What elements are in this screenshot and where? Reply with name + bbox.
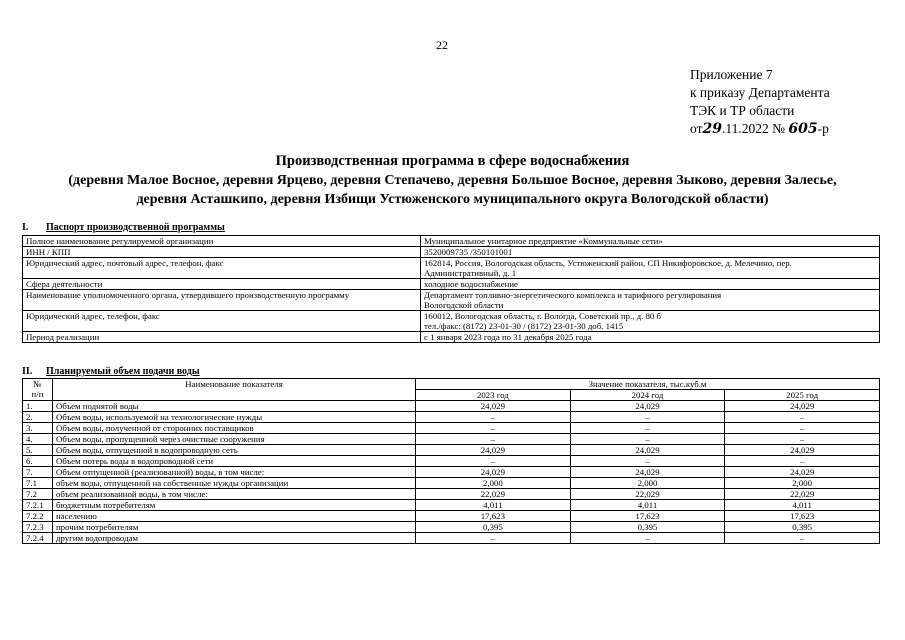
volume-row-name: объем реализованной воды, в том числе: bbox=[52, 489, 415, 500]
volume-value-2023: 17,623 bbox=[416, 511, 571, 522]
appendix-block bbox=[690, 66, 830, 138]
appendix-line-1: Приложение 7 bbox=[690, 67, 773, 82]
passport-value-line-1: 160012, Вологодская область, г. Вологда, Советский пр., д. 80 б bbox=[424, 311, 662, 321]
volume-value-2024: 24,029 bbox=[570, 401, 725, 412]
title-line-1: Производственная программа в сфере водоснабжения bbox=[275, 153, 630, 169]
appendix-line-2: к приказу Департамента bbox=[690, 85, 830, 100]
passport-row bbox=[23, 311, 880, 332]
volume-value-2023: – bbox=[416, 533, 571, 544]
volume-row bbox=[23, 456, 880, 467]
section-1-title: Паспорт производственной программы bbox=[46, 222, 225, 233]
volume-value-2023: 4,011 bbox=[416, 500, 571, 511]
volume-value-2024: 24,029 bbox=[570, 445, 725, 456]
header-value-group: Значение показателя, тыс.куб.м bbox=[416, 379, 880, 390]
volume-value-2024: 24,029 bbox=[570, 467, 725, 478]
volume-value-2023: 24,029 bbox=[416, 445, 571, 456]
header-year-2024: 2024 год bbox=[570, 390, 725, 401]
order-number-handwritten: 605 bbox=[788, 121, 818, 137]
passport-value bbox=[421, 247, 880, 258]
passport-row bbox=[23, 236, 880, 247]
volume-value-2023: – bbox=[416, 412, 571, 423]
passport-value-line-1: Муниципальное унитарное предприятие «Коммунальные сети» bbox=[424, 236, 663, 246]
volume-value-2025: – bbox=[725, 456, 880, 467]
volume-value-2025: 24,029 bbox=[725, 467, 880, 478]
passport-value bbox=[421, 332, 880, 343]
volume-row bbox=[23, 478, 880, 489]
volume-row-number: 7.2 bbox=[23, 489, 53, 500]
volume-value-2025: – bbox=[725, 533, 880, 544]
passport-value bbox=[421, 236, 880, 247]
volume-row bbox=[23, 467, 880, 478]
volume-row-number: 7.2.2 bbox=[23, 511, 53, 522]
passport-value bbox=[421, 279, 880, 290]
volume-row-name: другим водопроводам bbox=[52, 533, 415, 544]
passport-value-line-1: холодное водоснабжение bbox=[424, 279, 518, 289]
water-volume-table bbox=[22, 378, 880, 544]
volume-value-2024: 0,395 bbox=[570, 522, 725, 533]
volume-value-2024: 2,000 bbox=[570, 478, 725, 489]
volume-row bbox=[23, 500, 880, 511]
volume-row-name: Объем поднятой воды bbox=[52, 401, 415, 412]
volume-row bbox=[23, 445, 880, 456]
volume-value-2025: – bbox=[725, 434, 880, 445]
volume-row bbox=[23, 489, 880, 500]
passport-value bbox=[421, 290, 880, 311]
volume-row-name: Объем воды, отпущенной в водопроводную сеть bbox=[52, 445, 415, 456]
appendix-order-line bbox=[690, 120, 830, 138]
volume-row-number: 7. bbox=[23, 467, 53, 478]
header-name: Наименование показателя bbox=[52, 379, 415, 401]
passport-value-line-1: Департамент топливно-энергетического комплекса и тарифного регулирования bbox=[424, 290, 722, 300]
volume-value-2023: 2,000 bbox=[416, 478, 571, 489]
passport-value-line-1: 162814, Россия, Вологодская область, Устюженский район, СП Никифоровское, д. Мелечино, пер. bbox=[424, 258, 792, 268]
volume-row-number: 1. bbox=[23, 401, 53, 412]
volume-value-2023: 24,029 bbox=[416, 401, 571, 412]
volume-value-2023: – bbox=[416, 423, 571, 434]
volume-row-name: Объем отпущенной (реализованной) воды, в том числе: bbox=[52, 467, 415, 478]
title-line-2: (деревня Малое Восное, деревня Ярцево, деревня Степачево, деревня Большое Восное, деревня Зыково, деревня Залесье, bbox=[68, 173, 837, 188]
passport-label: Сфера деятельности bbox=[23, 279, 421, 290]
header-year-2025: 2025 год bbox=[725, 390, 880, 401]
volume-value-2024: 4,011 bbox=[570, 500, 725, 511]
volume-value-2024: – bbox=[570, 412, 725, 423]
volume-row bbox=[23, 423, 880, 434]
volume-row-name: населению bbox=[52, 511, 415, 522]
volume-row-name: Объем воды, пропущенной через очистные сооружения bbox=[52, 434, 415, 445]
passport-value-line-2: Административный, д. 1 bbox=[424, 268, 517, 278]
volume-value-2025: – bbox=[725, 412, 880, 423]
passport-row bbox=[23, 279, 880, 290]
document-title bbox=[0, 152, 905, 209]
section-1-number: I. bbox=[22, 222, 29, 233]
passport-row bbox=[23, 258, 880, 279]
volume-value-2023: – bbox=[416, 456, 571, 467]
date-rest: .11.2022 № bbox=[721, 121, 785, 136]
volume-value-2025: – bbox=[725, 423, 880, 434]
volume-value-2024: 22,029 bbox=[570, 489, 725, 500]
volume-row bbox=[23, 511, 880, 522]
page-number: 22 bbox=[436, 38, 448, 52]
passport-label: Юридический адрес, телефон, факс bbox=[23, 311, 421, 332]
volume-value-2025: 22,029 bbox=[725, 489, 880, 500]
volume-row bbox=[23, 533, 880, 544]
volume-value-2024: – bbox=[570, 434, 725, 445]
passport-value bbox=[421, 311, 880, 332]
volume-value-2024: – bbox=[570, 533, 725, 544]
passport-table bbox=[22, 235, 880, 343]
title-line-3: деревня Асташкипо, деревня Избищи Устюженского муниципального округа Вологодской области) bbox=[136, 192, 769, 207]
volume-value-2023: 0,395 bbox=[416, 522, 571, 533]
passport-label: Юридический адрес, почтовый адрес, телефон, факс bbox=[23, 258, 421, 279]
volume-header-row-1 bbox=[23, 379, 880, 390]
passport-value-line-2: тел./факс: (8172) 23-01-30 / (8172) 23-01-30 доб. 1415 bbox=[424, 321, 624, 331]
volume-row-number: 4. bbox=[23, 434, 53, 445]
volume-value-2025: 2,000 bbox=[725, 478, 880, 489]
passport-label: ИНН / КПП bbox=[23, 247, 421, 258]
header-year-2023: 2023 год bbox=[416, 390, 571, 401]
volume-value-2024: – bbox=[570, 423, 725, 434]
volume-row-number: 5. bbox=[23, 445, 53, 456]
date-day-handwritten: 29 bbox=[702, 121, 722, 137]
volume-row-number: 3. bbox=[23, 423, 53, 434]
volume-row-name: бюджетным потребителям bbox=[52, 500, 415, 511]
passport-value bbox=[421, 258, 880, 279]
passport-row bbox=[23, 332, 880, 343]
volume-row-name: прочим потребителям bbox=[52, 522, 415, 533]
section-2-number: II. bbox=[22, 366, 33, 377]
passport-row bbox=[23, 290, 880, 311]
volume-row-name: Объем потерь воды в водопроводной сети bbox=[52, 456, 415, 467]
volume-row bbox=[23, 412, 880, 423]
passport-row bbox=[23, 247, 880, 258]
volume-row-number: 7.2.4 bbox=[23, 533, 53, 544]
volume-value-2025: 24,029 bbox=[725, 401, 880, 412]
volume-row bbox=[23, 434, 880, 445]
section-2-title: Планируемый объем подачи воды bbox=[46, 366, 200, 377]
volume-value-2024: 17,623 bbox=[570, 511, 725, 522]
section-2-heading bbox=[22, 366, 200, 377]
section-1-heading bbox=[22, 222, 225, 233]
volume-row-name: Объем воды, полученной от сторонних поставщиков bbox=[52, 423, 415, 434]
volume-row bbox=[23, 401, 880, 412]
order-suffix: -р bbox=[817, 121, 829, 136]
volume-value-2025: 24,029 bbox=[725, 445, 880, 456]
volume-value-2023: 22,029 bbox=[416, 489, 571, 500]
passport-value-line-1: 3520009735 /350101001 bbox=[424, 247, 513, 257]
volume-value-2023: 24,029 bbox=[416, 467, 571, 478]
passport-label: Наименование уполномоченного органа, утвердившего производственную программу bbox=[23, 290, 421, 311]
appendix-line-3: ТЭК и ТР области bbox=[690, 103, 795, 118]
passport-label: Полное наименование регулируемой организации bbox=[23, 236, 421, 247]
passport-label: Период реализации bbox=[23, 332, 421, 343]
volume-row-number: 6. bbox=[23, 456, 53, 467]
volume-value-2023: – bbox=[416, 434, 571, 445]
volume-value-2024: – bbox=[570, 456, 725, 467]
volume-row bbox=[23, 522, 880, 533]
header-num: № п/п bbox=[23, 379, 53, 401]
passport-value-line-2: Вологодской области bbox=[424, 300, 504, 310]
volume-row-number: 7.2.1 bbox=[23, 500, 53, 511]
volume-value-2025: 4,011 bbox=[725, 500, 880, 511]
volume-row-number: 7.1 bbox=[23, 478, 53, 489]
volume-row-name: Объем воды, используемой на технологические нужды bbox=[52, 412, 415, 423]
volume-row-number: 2. bbox=[23, 412, 53, 423]
volume-row-name: объем воды, отпущенной на собственные нужды организации bbox=[52, 478, 415, 489]
volume-value-2025: 17,623 bbox=[725, 511, 880, 522]
passport-value-line-1: с 1 января 2023 года по 31 декабря 2025 года bbox=[424, 332, 592, 342]
volume-value-2025: 0,395 bbox=[725, 522, 880, 533]
volume-row-number: 7.2.3 bbox=[23, 522, 53, 533]
date-prefix: от bbox=[690, 121, 703, 136]
